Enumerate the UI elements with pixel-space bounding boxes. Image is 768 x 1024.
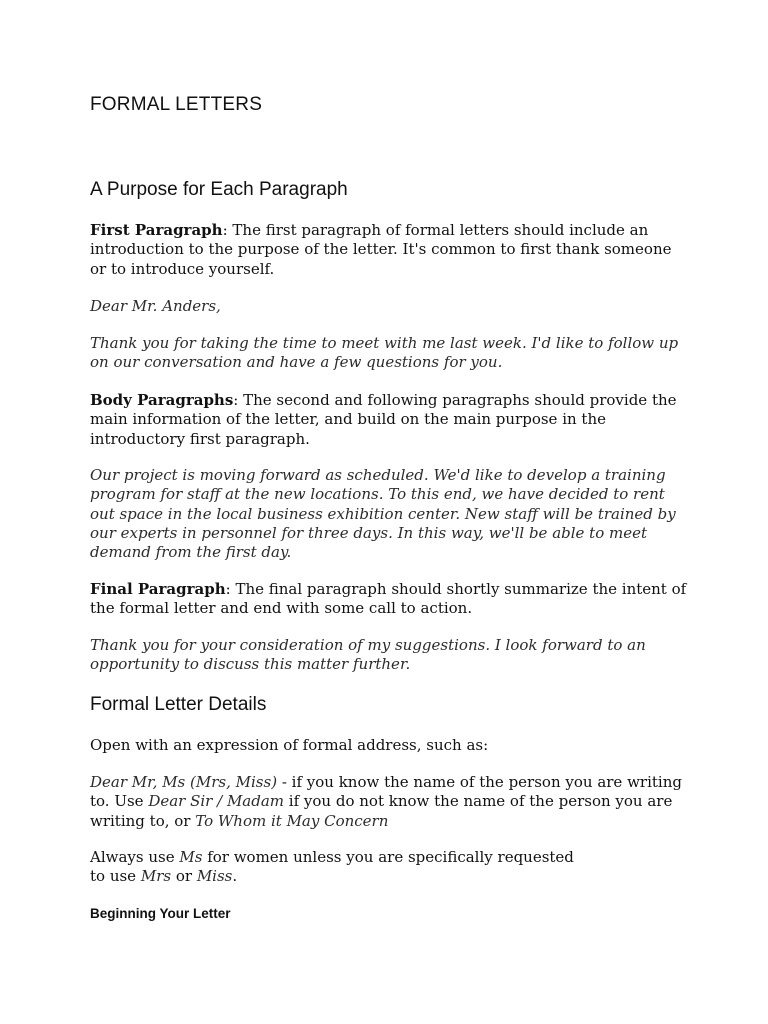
final-paragraph-description bbox=[90, 580, 690, 619]
address-example-named: Dear Mr, Ms (Mrs, Miss) bbox=[90, 773, 278, 791]
address-text-2: if you do not know the name of the person you are writing to, or bbox=[90, 792, 673, 830]
section-heading-purpose: A Purpose for Each Paragraph bbox=[90, 179, 348, 200]
body-paragraphs-text: : The second and following paragraphs should provide the main information of the letter, and build on the main purpose in the introductory first paragraph. bbox=[90, 391, 677, 448]
page-title: FORMAL LETTERS bbox=[90, 94, 263, 115]
address-options-paragraph bbox=[90, 773, 690, 831]
example-first-paragraph: Thank you for taking the time to meet with me last week. I'd like to follow up on our conversation and have a few questions for you. bbox=[90, 334, 679, 372]
ms-text-2: for women unless you are specifically requested to use bbox=[90, 848, 574, 886]
ms-usage-paragraph bbox=[90, 848, 580, 887]
first-paragraph-text: : The first paragraph of formal letters should include an introduction to the purpose of the letter. It's common to first thank someone or to introduce yourself. bbox=[90, 221, 672, 278]
final-paragraph-text: : The final paragraph should shortly summarize the intent of the formal letter and end with some call to action. bbox=[90, 580, 687, 618]
subheading-beginning-letter: Beginning Your Letter bbox=[90, 906, 231, 921]
first-paragraph-label: First Paragraph bbox=[90, 221, 223, 239]
ms-text-4: . bbox=[232, 867, 238, 886]
final-paragraph-label: Final Paragraph bbox=[90, 580, 226, 598]
first-paragraph-description bbox=[90, 221, 690, 279]
ms-term: Ms bbox=[179, 848, 203, 866]
example-final-paragraph: Thank you for your consideration of my suggestions. I look forward to an opportunity to discuss this matter further. bbox=[90, 636, 646, 674]
ms-text-1: Always use bbox=[90, 848, 180, 866]
body-paragraphs-description bbox=[90, 391, 690, 449]
ms-text-3: or bbox=[171, 867, 197, 886]
miss-term: Miss bbox=[196, 867, 233, 886]
details-intro: Open with an expression of formal address, such as: bbox=[90, 736, 489, 754]
address-text-1: - if you know the name of the person you are writing to. Use bbox=[90, 773, 682, 811]
section-heading-details: Formal Letter Details bbox=[90, 694, 267, 715]
address-example-unnamed: Dear Sir / Madam bbox=[148, 792, 285, 811]
body-paragraphs-label: Body Paragraphs bbox=[90, 391, 234, 409]
address-example-whom: To Whom it May Concern bbox=[195, 811, 389, 830]
example-salutation: Dear Mr. Anders, bbox=[90, 297, 221, 315]
example-body-paragraph: Our project is moving forward as scheduled. We'd like to develop a training program for staff at the new locations. To this end, we have decided to rent out space in the local business exhibition center. New staff will be trained by our experts in personnel for three days. In this way, we'll be able to meet demand from the first day. bbox=[90, 466, 676, 562]
mrs-term: Mrs bbox=[140, 867, 172, 886]
